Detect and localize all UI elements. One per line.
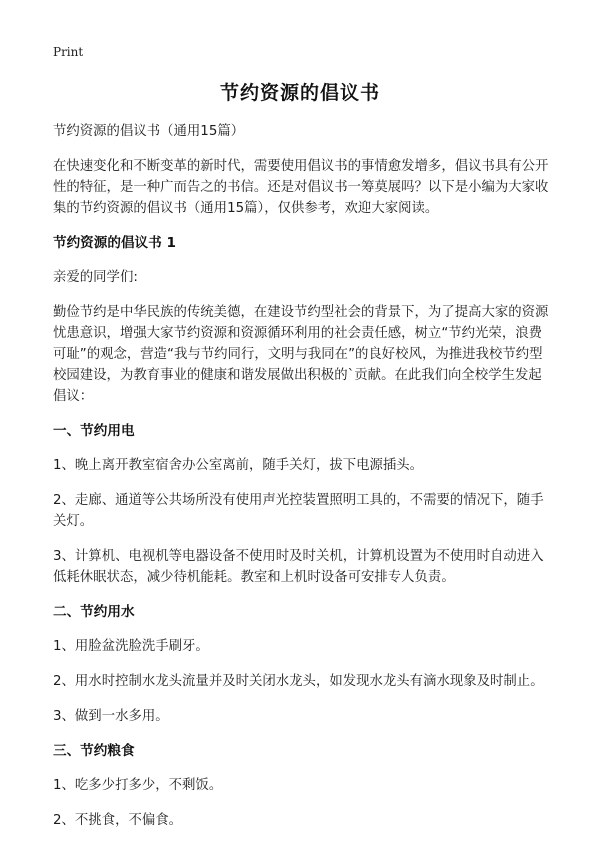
water-item-3: 3、做到一水多用。 [53, 709, 169, 724]
water-heading: 二、节约用水 [53, 604, 135, 620]
intro-paragraph: 在快速变化和不断变革的新时代，需要使用倡议书的事情愈发增多，倡议书具有公开性的特征，是一种广而告之的书信。还是对倡议书一筹莫展吗？以下是小编为大家收集的节约资源的倡议书（通用15篇），仅供参考，欢迎大家阅读。 [53, 159, 549, 216]
food-item-2: 2、不挑食，不偏食。 [53, 813, 183, 828]
body-intro-paragraph: 勤俭节约是中华民族的传统美德，在建设节约型社会的背景下，为了提高大家的资源忧患意识，增强大家节约资源和资源循环利用的社会责任感，树立“节约光荣，浪费可耻”的观念，营造“我与节约同行，文明与我同在”的良好校风，为推进我校节约型校园建设，为教育事业的健康和谐发展做出积极的`贡献。在此我们向全校学生发起倡议： [53, 305, 549, 404]
electricity-item-1: 1、晚上离开教室宿舍办公室离前，随手关灯，拔下电源插头。 [53, 458, 424, 473]
food-heading: 三、节约粮食 [53, 743, 135, 759]
greeting: 亲爱的同学们: [53, 270, 138, 285]
electricity-item-3: 3、计算机、电视机等电器设备不使用时及时关机，计算机设置为不使用时自动进入低耗休眠状态，减少待机能耗。教室和上机时设备可安排专人负责。 [53, 549, 544, 585]
document-content [53, 121, 553, 845]
water-item-2: 2、用水时控制水龙头流量并及时关闭水龙头，如发现水龙头有滴水现象及时制止。 [53, 674, 544, 689]
section-heading: 节约资源的倡议书 1 [53, 235, 176, 251]
electricity-item-2: 2、走廊、通道等公共场所没有使用声光控装置照明工具的，不需要的情况下，随手关灯。 [53, 493, 544, 529]
document-title: 节约资源的倡议书 [219, 82, 380, 104]
print-link[interactable]: Print [53, 45, 84, 59]
document-subtitle: 节约资源的倡议书（通用15篇） [53, 124, 245, 139]
electricity-heading: 一、节约用电 [53, 423, 135, 439]
food-item-1: 1、吃多少打多少，不剩饭。 [53, 778, 223, 793]
water-item-1: 1、用脸盆洗脸洗手刷牙。 [53, 639, 209, 654]
